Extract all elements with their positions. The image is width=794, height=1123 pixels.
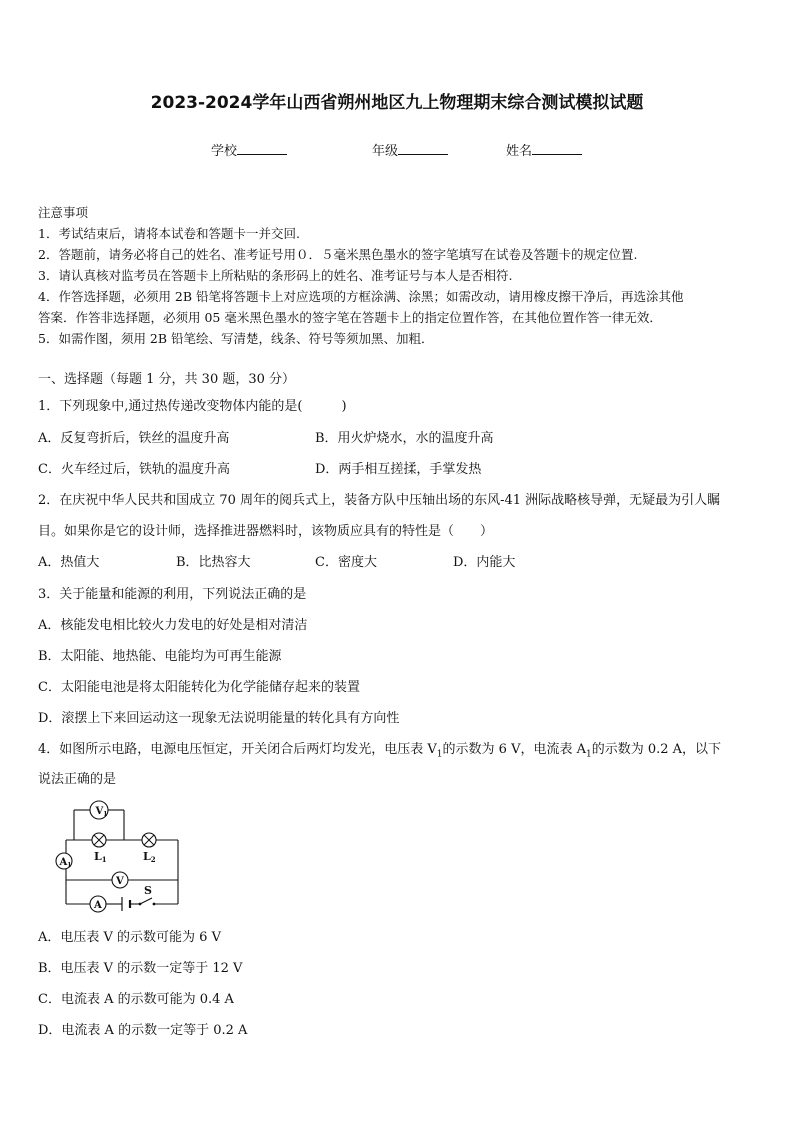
name-label: 姓名	[506, 144, 533, 159]
question-2-stem: 2．在庆祝中华人民共和国成立 70 周年的阅兵式上，装备方队中压轴出场的东风-41 洲际战略核导弹，无疑最为引人瞩	[38, 493, 721, 508]
question-1-stem: 1．下列现象中,通过热传递改变物体内能的是( )	[38, 399, 347, 414]
school-label: 学校	[211, 144, 238, 159]
a1-label: A	[59, 857, 68, 868]
q4-stem-part: 4．如图所示电路，电源电压恒定，开关闭合后两灯均发光，电压表 V	[38, 742, 437, 757]
school-field	[211, 140, 287, 159]
question-3-stem: 3．关于能量和能源的利用，下列说法正确的是	[38, 587, 307, 602]
q2-option-a: A．热值大	[38, 555, 100, 570]
page-title: 2023-2024学年山西省朔州地区九上物理期末综合测试模拟试题	[150, 93, 644, 113]
l2-label: L	[143, 850, 151, 863]
question-4-stem	[38, 738, 721, 760]
note-item: 4．作答选择题，必须用 2B 铅笔将答题卡上对应选项的方框涂满、涂黑；如需改动，请用橡皮擦干净后，再选涂其他	[38, 289, 684, 304]
name-blank	[532, 142, 582, 155]
q2-option-c: C．密度大	[315, 555, 377, 570]
l2-sub: 2	[150, 855, 156, 864]
l1-sub: 1	[101, 855, 107, 864]
grade-label: 年级	[372, 144, 399, 159]
svg-text:L1	[94, 850, 107, 864]
name-field	[506, 140, 582, 159]
a1-sub: 1	[67, 862, 72, 869]
q3-option-d: D．滚摆上下来回运动这一现象无法说明能量的转化具有方向性	[38, 711, 400, 726]
q3-option-a: A．核能发电相比较火力发电的好处是相对清洁	[38, 618, 308, 633]
q4-option-d: D．电流表 A 的示数一定等于 0.2 A	[38, 1023, 248, 1038]
q1-option-b: B．用火炉烧水，水的温度升高	[315, 431, 494, 446]
note-item: 3．请认真核对监考员在答题卡上所粘贴的条形码上的姓名、准考证号与本人是否相符.	[38, 268, 513, 283]
q4-stem-sub: 1	[436, 749, 443, 760]
v1-label: V	[95, 806, 104, 817]
switch-contact	[139, 903, 142, 906]
q1-option-d: D．两手相互搓揉，手掌发热	[315, 462, 482, 477]
q2-option-b: B．比热容大	[176, 555, 251, 570]
q3-option-c: C．太阳能电池是将太阳能转化为化学能储存起来的装置	[38, 680, 360, 695]
q4-option-b: B．电压表 V 的示数一定等于 12 V	[38, 961, 243, 976]
circuit-diagram	[48, 798, 188, 914]
note-item: 答案．作答非选择题，必须用 05 毫米黑色墨水的签字笔在答题卡上的指定位置作答，在其他位置作答一律无效．	[38, 310, 662, 325]
note-item: 2．答题前，请务必将自己的姓名、准考证号用０．５毫米黑色墨水的签字笔填写在试卷及答题卡的规定位置.	[38, 247, 638, 262]
q2-option-d: D．内能大	[453, 555, 516, 570]
grade-field	[372, 140, 448, 159]
question-4-stem: 说法正确的是	[38, 772, 117, 787]
a-label: A	[94, 900, 102, 911]
switch-label: S	[144, 884, 152, 897]
svg-text:L2	[143, 850, 156, 864]
v-label: V	[116, 876, 124, 887]
q4-stem-sub: 1	[585, 749, 592, 760]
grade-blank	[398, 142, 448, 155]
switch-contact	[153, 903, 156, 906]
notes-heading: 注意事项	[38, 205, 89, 220]
q3-option-b: B．太阳能、地热能、电能均为可再生能源	[38, 649, 282, 664]
section-heading: 一、选择题（每题 1 分，共 30 题，30 分）	[38, 372, 296, 387]
q4-stem-part: 的示数为 6 V，电流表 A	[442, 742, 586, 757]
v1-sub: 1	[103, 811, 108, 818]
school-blank	[237, 142, 287, 155]
q1-option-c: C．火车经过后，铁轨的温度升高	[38, 462, 230, 477]
q4-option-c: C．电流表 A 的示数可能为 0.4 A	[38, 992, 234, 1007]
q4-option-a: A．电压表 V 的示数可能为 6 V	[38, 930, 221, 945]
note-item: 5．如需作图，须用 2B 铅笔绘、写清楚，线条、符号等须加黑、加粗．	[38, 331, 434, 346]
q4-stem-part: 的示数为 0.2 A，以下	[591, 742, 722, 757]
note-item: 1．考试结束后，请将本试卷和答题卡一并交回.	[38, 226, 300, 241]
l1-label: L	[94, 850, 102, 863]
question-2-stem: 目。如果你是它的设计师，选择推进器燃料时，该物质应具有的特性是（ ）	[38, 524, 494, 539]
q1-option-a: A．反复弯折后，铁丝的温度升高	[38, 431, 230, 446]
